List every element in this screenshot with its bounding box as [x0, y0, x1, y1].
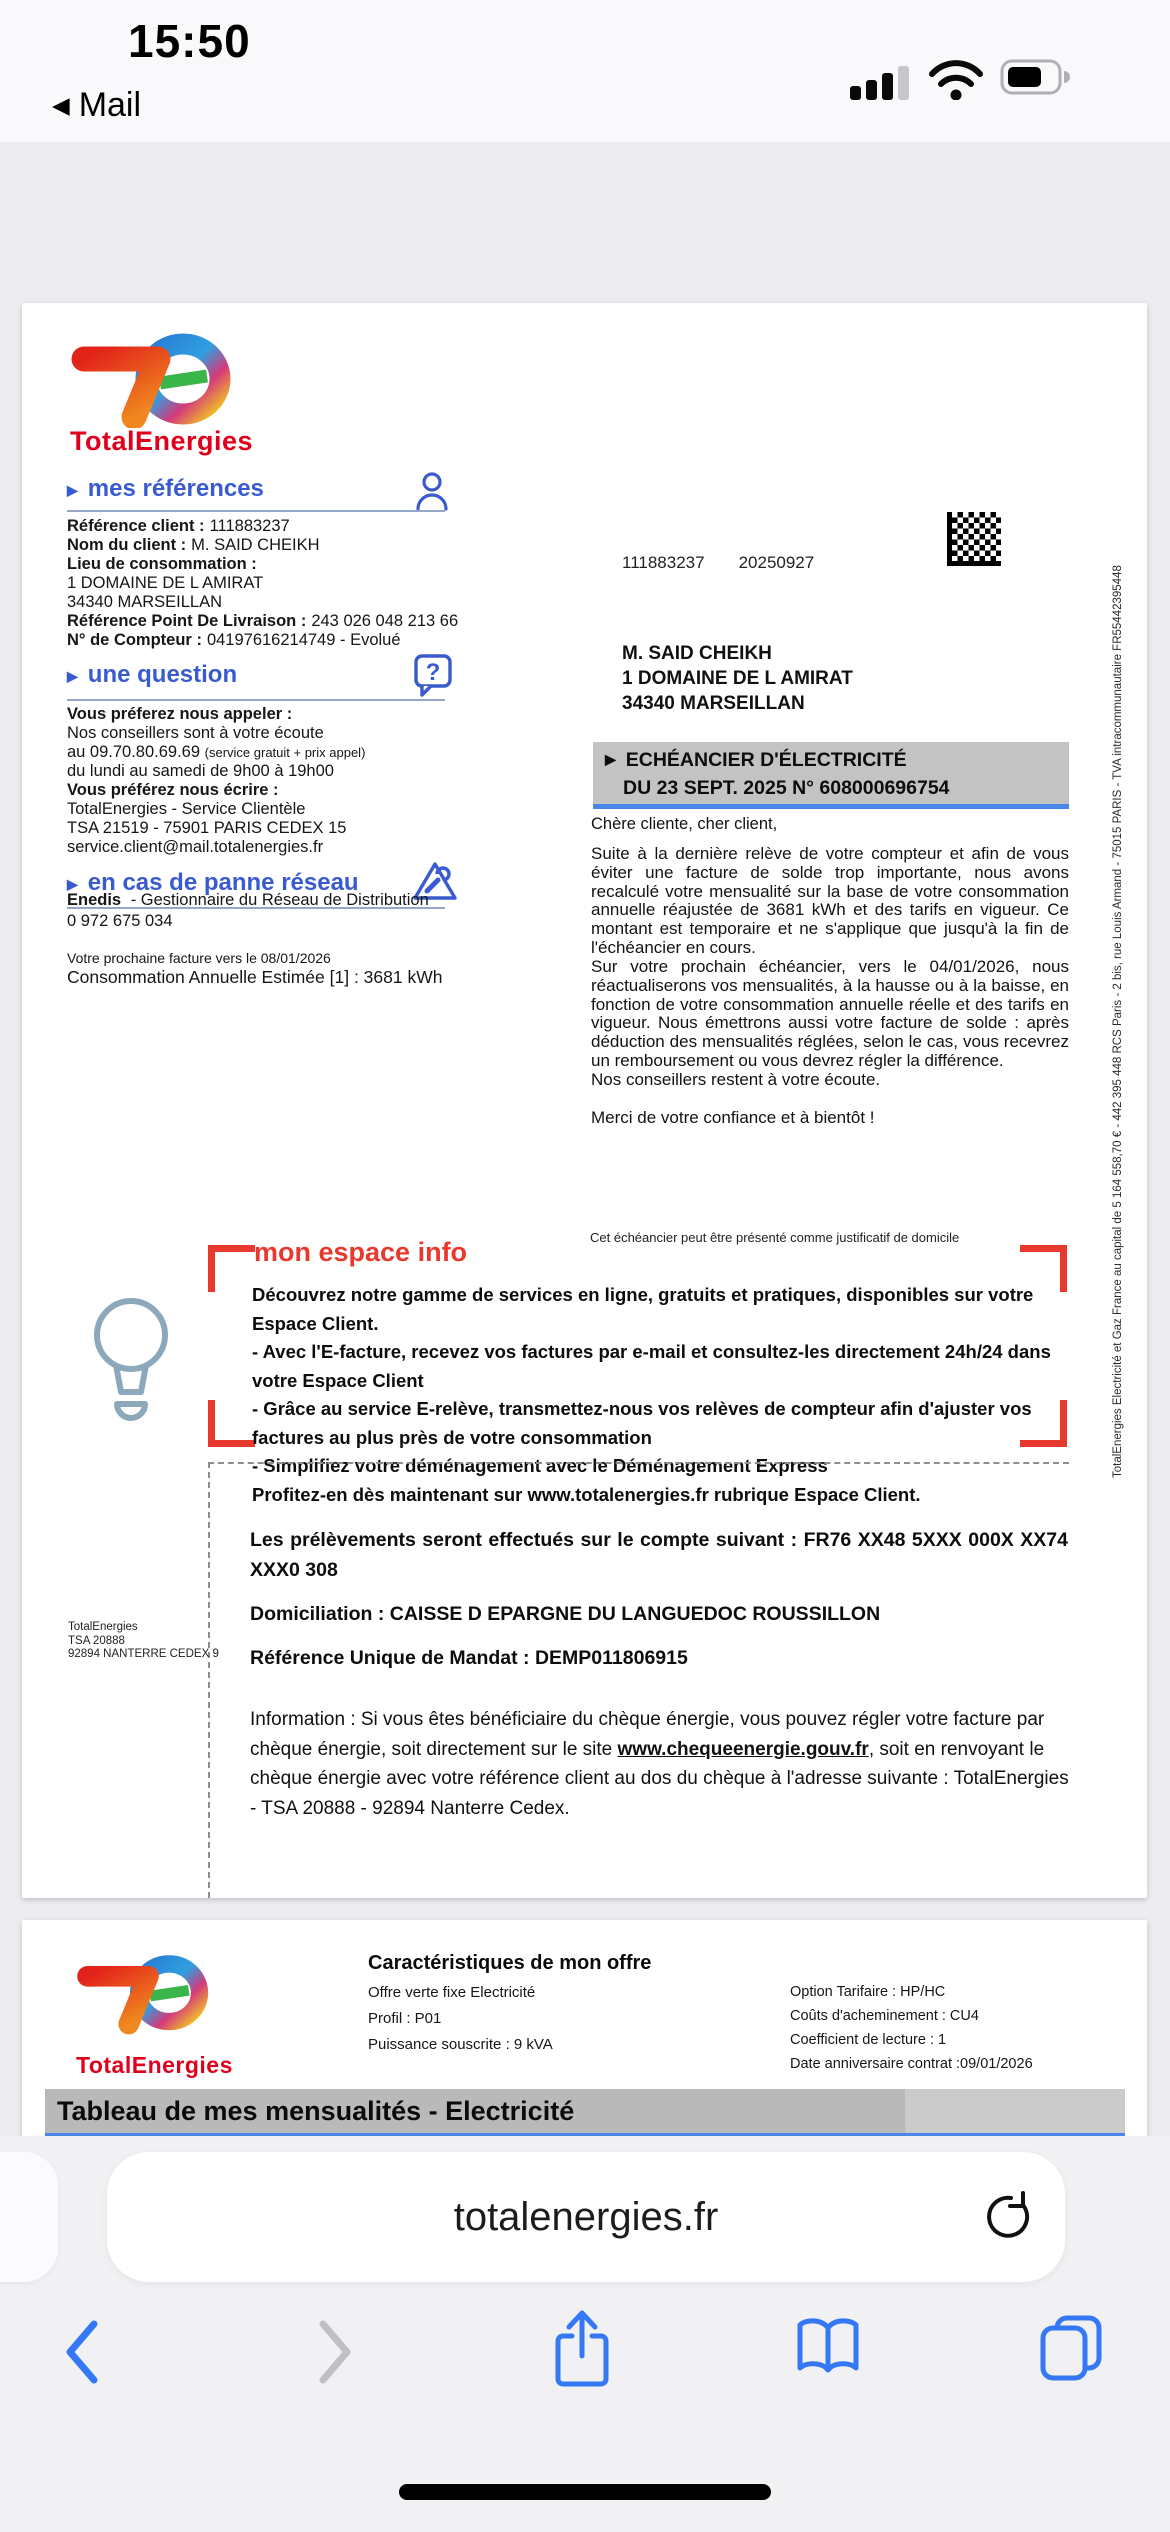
monthly-table-title-bar: Tableau de mes mensualités - Electricité: [45, 2089, 1125, 2133]
reload-icon[interactable]: [983, 2191, 1035, 2243]
question-line: du lundi au samedi de 9h00 à 19h00: [67, 762, 334, 780]
recipient-address: M. SAID CHEIKH 1 DOMAINE DE L AMIRAT 34340 MARSEILLAN: [622, 643, 853, 714]
ref-line: Lieu de consommation :: [67, 555, 257, 573]
meta-ref: 111883237: [622, 553, 705, 572]
question-line: service.client@mail.totalenergies.fr: [67, 838, 324, 856]
section-head-question: [67, 661, 237, 689]
question-rule: [67, 699, 445, 701]
echeancier-header-bar: ► ECHÉANCIER D'ÉLECTRICITÉ DU 23 SEPT. 2025 N° 608000696754: [593, 742, 1069, 804]
clock: 15:50: [128, 15, 251, 67]
pdf-page-2[interactable]: [22, 1920, 1147, 2160]
meta-date: 20250927: [738, 553, 815, 572]
home-indicator[interactable]: [399, 2484, 771, 2500]
letter-paragraph-1: Suite à la dernière relève de votre compteur et afin de vous éviter une facture de solde trop importante, nous avons recalculé votre mensualité sur la base de votre consommation annuelle réajustée de 3681 kWh et des tarifs en vigueur. Ce montant est temporaire et ne s'applique que jusqu'à la fin de l'échéancier en cours.: [591, 844, 1069, 957]
datamatrix-code: [947, 512, 1001, 566]
espace-info-title: mon espace info: [254, 1237, 468, 1267]
debit-account-line: Les prélèvements seront effectués sur le compte suivant : FR76 XX48 5XXX 000X XX74 XXX0 308: [250, 1529, 1068, 1581]
ref-line: 34340 MARSEILLAN: [67, 593, 223, 611]
outage-title: en cas de panne réseau: [87, 869, 359, 896]
letter-paragraph-2: Sur votre prochain échéancier, vers le 04/01/2026, nous réactualiserons vos mensualités, à la hausse ou à la baisse, en fonction de votre consommation annuelle réelle et des tarifs en vigueur. Nous émettrons aussi votre facture de solde : après déduction des mensualités réglées, selon le cas, vous recevrez un remboursement ou vous devrez régler la différence.: [591, 957, 1069, 1070]
legal-sidebar-text: TotalEnergies Electricité et Gaz France au capital de 5 164 558,70 € - 442 395 448 RCS Paris - 2 bis, rue Louis Armand - 75015 PARIS - TVA intracommunautaire FR55442395448: [1112, 565, 1124, 1478]
outage-line: Enedis - Gestionnaire du Réseau de Distribution: [67, 891, 429, 909]
cellular-signal-icon: [850, 56, 916, 100]
offer-title: Caractéristiques de mon offre: [368, 1952, 652, 1974]
letter-paragraph-4: Merci de votre confiance et à bientôt !: [591, 1108, 875, 1127]
letter-paragraph-3: Nos conseillers restent à votre écoute.: [591, 1070, 881, 1089]
chequeenergie-link[interactable]: www.chequeenergie.gouv.fr: [617, 1738, 869, 1760]
next-invoice-line: Votre prochaine facture vers le 08/01/2026: [67, 950, 331, 966]
sender-address: TotalEnergies TSA 20888 92894 NANTERRE CEDEX 9: [68, 1621, 219, 1660]
ref-line: Nom du client : M. SAID CHEIKH: [67, 536, 320, 554]
person-icon: [415, 471, 449, 511]
section-head-references: [67, 475, 264, 503]
question-line: au 09.70.80.69.69 (service gratuit + prix appel): [67, 743, 366, 761]
question-line: Vous préferez nous appeler :: [67, 705, 293, 723]
totalenergies-logo-icon: [76, 1944, 216, 2044]
domiciliation-line: Domiciliation : CAISSE D EPARGNE DU LANGUEDOC ROUSSILLON: [250, 1603, 881, 1625]
arrow-icon: ►: [601, 749, 621, 771]
back-button[interactable]: [62, 2318, 102, 2386]
bookmarks-icon[interactable]: [795, 2316, 861, 2380]
ref-line: Référence client : 111883237: [67, 517, 290, 535]
back-app-label: Mail: [78, 86, 142, 124]
echeancier-blue-rule: [593, 804, 1069, 809]
offer-line: Coûts d'acheminement : CU4: [790, 2008, 979, 2024]
question-line: Vous préférez nous écrire :: [67, 781, 279, 799]
forward-button[interactable]: [315, 2318, 355, 2386]
pdf-page-1[interactable]: [22, 303, 1147, 1898]
offer-line: Offre verte fixe Electricité: [368, 1984, 536, 2001]
triangle-icon: ▶: [67, 875, 78, 892]
tabs-icon[interactable]: [1039, 2314, 1103, 2382]
status-bar: [0, 0, 1170, 142]
brand-wordmark: TotalEnergies: [70, 426, 254, 456]
lightbulb-icon: [88, 1290, 174, 1428]
references-rule: [67, 510, 445, 512]
triangle-icon: ▶: [67, 667, 78, 684]
address-bar[interactable]: [107, 2152, 1065, 2282]
references-title: mes références: [87, 475, 264, 502]
consumption-line: Consommation Annuelle Estimée [1] : 3681 kWh: [67, 967, 443, 987]
offer-line: Date anniversaire contrat :09/01/2026: [790, 2056, 1033, 2072]
safari-bottom-chrome: [0, 2136, 1170, 2532]
offer-line: Profil : P01: [368, 2010, 442, 2027]
triangle-icon: ▶: [67, 481, 78, 498]
brand-wordmark: TotalEnergies: [76, 2052, 233, 2078]
red-bracket-icon: [208, 1245, 255, 1292]
ref-line: 1 DOMAINE DE L AMIRAT: [67, 574, 264, 592]
question-line: TotalEnergies - Service Clientèle: [67, 800, 306, 818]
battery-icon: [1000, 58, 1072, 96]
question-bubble-icon: [413, 653, 453, 697]
offer-line: Puissance souscrite : 9 kVA: [368, 2036, 553, 2053]
ref-line: N° de Compteur : 04197616214749 - Evolué: [67, 631, 401, 649]
url-text: totalenergies.fr: [453, 2194, 719, 2239]
totalenergies-logo-icon: [70, 333, 240, 428]
question-line: Nos conseillers sont à votre écoute: [67, 724, 324, 742]
svg-text:?: ?: [425, 659, 441, 686]
mandate-line: Référence Unique de Mandat : DEMP011806915: [250, 1647, 688, 1669]
cheque-energie-info: Information : Si vous êtes bénéficiaire du chèque énergie, vous pouvez régler votre facture par chèque énergie, soit directement sur le site www.chequeenergie.gouv.fr, soit en renvoyant le chèque énergie avec votre référence client au dos du chèque à l'adresse suivante : TotalEnergies - TSA 20888 - 92894 Nanterre Cedex.: [250, 1709, 1069, 1819]
ref-line: Référence Point De Livraison : 243 026 048 213 66: [67, 612, 459, 630]
adjacent-tab-peek[interactable]: [0, 2152, 58, 2282]
red-bracket-icon: [208, 1400, 255, 1447]
question-line: TSA 21519 - 75901 PARIS CEDEX 15: [67, 819, 347, 837]
back-triangle-icon: ◀: [52, 91, 70, 118]
proof-of-address-note: Cet échéancier peut être présenté comme justificatif de domicile: [590, 1230, 960, 1245]
outage-line: 0 972 675 034: [67, 912, 173, 930]
wifi-icon: [926, 56, 986, 100]
salutation: Chère cliente, cher client,: [591, 815, 778, 833]
espace-info-body: Découvrez notre gamme de services en ligne, gratuits et pratiques, disponibles sur votre Espace Client. - Avec l'E-facture, recevez vos factures par e-mail et consultez-les directement 24h/24 dans votre Espace Client - Grâce au service E-relève, transmettez-nous vos relèves de compteur afin d'ajuster vos factures au plus près de votre consommation - Simplifiez votre déménagement avec le Déménagement Express Profitez-en dès maintenant sur www.totalenergies.fr rubrique Espace Client.: [252, 1284, 1051, 1505]
back-to-app-button[interactable]: [52, 88, 141, 122]
offer-line: Coefficient de lecture : 1: [790, 2032, 947, 2048]
share-icon[interactable]: [551, 2308, 613, 2390]
question-title: une question: [87, 661, 238, 688]
offer-line: Option Tarifaire : HP/HC: [790, 1984, 946, 2000]
document-meta: [622, 553, 848, 573]
